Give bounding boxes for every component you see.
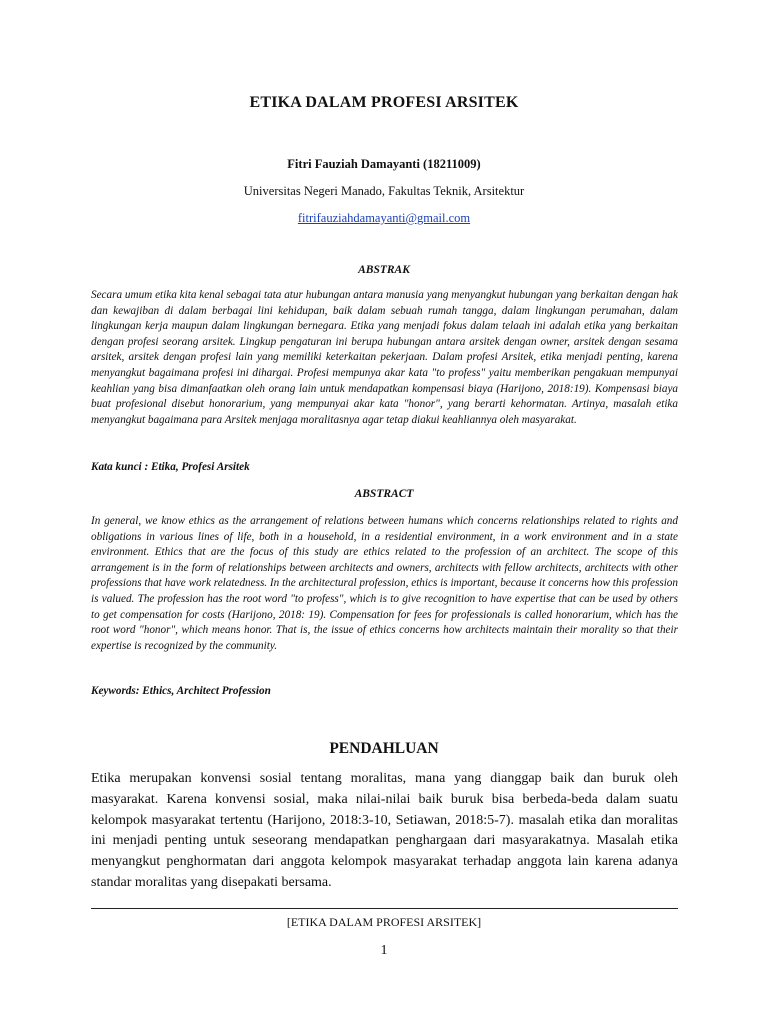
author-affiliation: Universitas Negeri Manado, Fakultas Teknik, Arsitektur	[243, 184, 525, 198]
section-heading-pendahuluan: PENDAHLUAN	[329, 740, 439, 757]
paper-title: ETIKA DALAM PROFESI ARSITEK	[249, 94, 519, 111]
running-footer-title: [ETIKA DALAM PROFESI ARSITEK]	[286, 915, 482, 929]
author-name: Fitri Fauziah Damayanti (18211009)	[287, 157, 481, 171]
abstrak-heading: ABSTRAK	[358, 264, 410, 276]
abstrak-keywords: Kata kunci : Etika, Profesi Arsitek	[91, 461, 250, 473]
abstrak-text: Secara umum etika kita kenal sebagai tata atur hubungan antara manusia yang menyangkut hubungan yang berkaitan dengan hak dan kewajiban di dalam berbagai lini kehidupan, baik dalam sebuah rumah tangga, dalam lingkungan perumahan, dalam lingkungan kerja maupun dalam lingkungan bernegara. Etika yang menjadi fokus dalam telaah ini adalah etika yang berkaitan dengan profesi seorang arsitek. Lingkup pengaturan ini berupa hubungan antara arsitek dengan owner, arsitek dengan sesama arsitek, arsitek dengan profesi lain yang memiliki keterkaitan pekerjaan. Dalam profesi Arsitek, etika menjadi penting, karena menyangkut bagaimana profesi ini dihargai. Profesi mempunya akar kata "to profess" yaitu memberikan pengakuan mempunyai keahlian yang bisa dimanfaatkan oleh orang lain untuk mendapatkan kompensasi biaya (Harijono, 2018:19). Kompensasi biaya buat profesional disebut honorarium, yang mempunyai akar kata "honor", yang berarti kehormatan. Artinya, masalah etika menyangkut bagaimana para Arsitek menjaga moralitasnya agar tetap diakui keahliannya oleh masyarakat.	[91, 289, 678, 426]
author-email	[0, 211, 768, 226]
pendahuluan-paragraph: Etika merupakan konvensi sosial tentang moralitas, mana yang dianggap baik dan buruk oleh masyarakat. Karena konvensi sosial, maka nilai-nilai baik buruk bisa berbeda-beda dalam suatu kelompok masyarakat tertentu (Harijono, 2018:3-10, Setiawan, 2018:5-7). masalah etika dan moralitas ini menjadi penting untuk seseorang mendapatkan penghargaan dari masyarakatnya. Masalah etika menyangkut penghormatan dari anggota kelompok masyarakat terhadap anggota lain karena adanya standar moralitas yang disepakati bersama.	[91, 771, 678, 890]
abstract-text: In general, we know ethics as the arrangement of relations between humans which concerns relationships related to rights and obligations in various lines of life, both in a household, in a residential environment, in a work environment and in a state environment. Ethics that are the focus of this study are ethics related to the profession of an architect. The scope of this arrangement is in the form of relationships between architects and owners, architects with fellow architects, architects with other professions that have work relatedness. In the architectural profession, ethics is important, because it concerns how this profession is valued. The profession has the root word "to profess", which is to give recognition to have expertise that can be used by others to get compensation for costs (Harijono, 2018: 19). Compensation for fees for professionals is called honorarium, which has the root word "honor", which means honor. That is, the issue of ethics concerns how architects maintain their morality so that their expertise is recognized by the community.	[91, 515, 678, 652]
email-link[interactable]: fitrifauziahdamayanti@gmail.com	[297, 211, 471, 225]
page-number: 1	[380, 943, 388, 958]
abstract-keywords: Keywords: Ethics, Architect Profession	[91, 685, 271, 697]
footer-divider	[91, 908, 678, 909]
abstract-heading: ABSTRACT	[354, 488, 414, 500]
